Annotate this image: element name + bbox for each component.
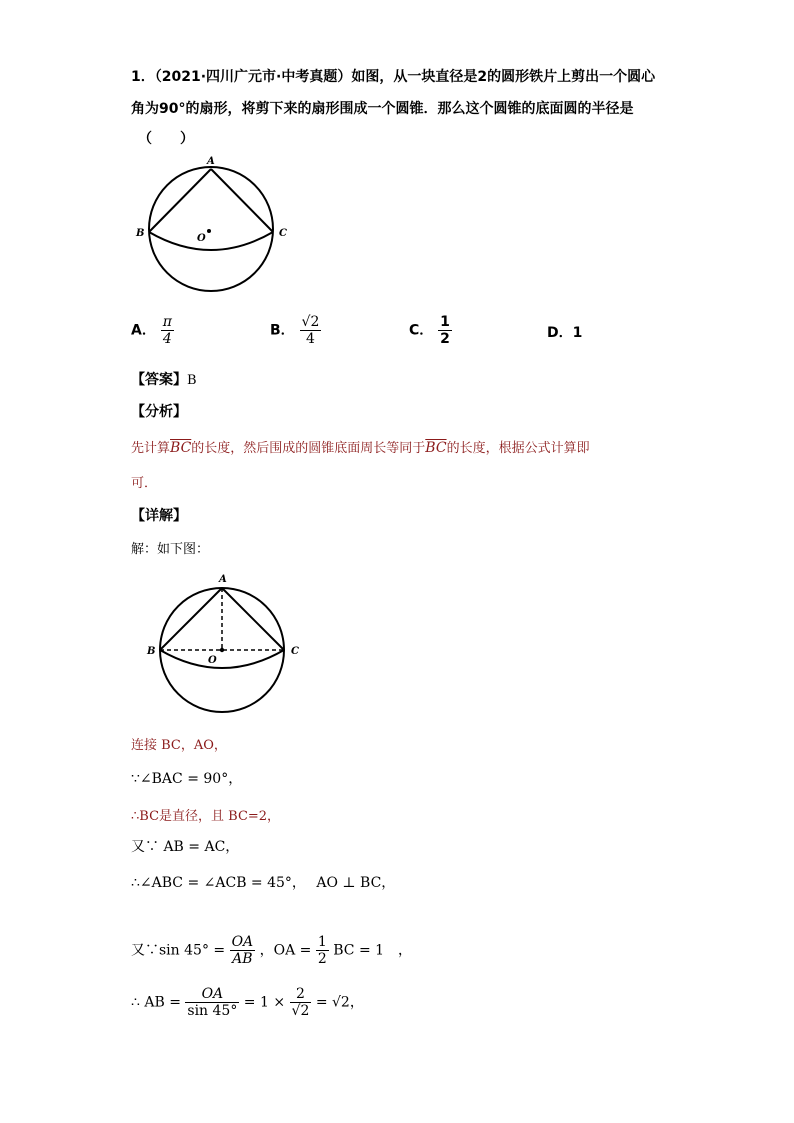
step-7-result: = √2， bbox=[315, 994, 364, 1011]
step-6-sin: 又∵sin 45° = bbox=[131, 942, 226, 959]
option-c-denominator: 2 bbox=[440, 331, 450, 348]
step-7 bbox=[131, 986, 364, 1019]
arc-bc bbox=[149, 232, 273, 250]
option-a[interactable] bbox=[131, 314, 174, 347]
step-5 bbox=[131, 872, 395, 892]
label-b: B bbox=[147, 646, 156, 657]
analysis-line-1 bbox=[131, 437, 590, 456]
step-7-ab: ∴ AB = bbox=[131, 994, 181, 1011]
step-7-times: = 1 × bbox=[243, 994, 286, 1011]
step-7-numerator-2: 2 bbox=[290, 986, 312, 1003]
step-7-fraction bbox=[185, 986, 239, 1019]
analysis-tag: 【分析】 bbox=[131, 404, 187, 420]
option-d-value: 1 bbox=[572, 325, 583, 341]
label-o: O bbox=[197, 233, 206, 244]
option-a-denominator: 4 bbox=[162, 331, 172, 348]
option-b[interactable] bbox=[270, 314, 321, 347]
question-line-2: 角为90°的扇形，将剪下来的扇形围成一个圆锥．那么这个圆锥的底面圆的半径是 bbox=[131, 101, 634, 117]
option-d-label: D． bbox=[547, 325, 573, 341]
segment-ac bbox=[211, 169, 273, 232]
step-6-denominator: AB bbox=[232, 951, 253, 968]
option-c[interactable] bbox=[409, 314, 452, 347]
label-c: C bbox=[291, 646, 299, 657]
segment-ab bbox=[149, 169, 211, 232]
analysis-text-1a: 先计算 bbox=[131, 441, 171, 456]
step-6-half-denominator: 2 bbox=[317, 951, 327, 968]
option-c-fraction bbox=[438, 314, 452, 347]
question-blank: （ ） bbox=[138, 131, 194, 147]
answer-tag: 【答案】 bbox=[131, 372, 187, 388]
step-7-fraction-2 bbox=[290, 986, 312, 1019]
option-c-numerator: 1 bbox=[440, 314, 450, 330]
figure-2-diagram bbox=[142, 568, 312, 718]
step-2: ∵∠BAC = 90°， bbox=[131, 771, 243, 787]
option-b-label: B． bbox=[270, 322, 295, 339]
label-o: O bbox=[208, 655, 217, 666]
analysis-text-1c: 的长度，根据公式计算即 bbox=[446, 441, 590, 456]
label-a: A bbox=[219, 574, 227, 585]
option-a-numerator: π bbox=[162, 314, 172, 330]
answer-line bbox=[131, 369, 197, 389]
step-7-denominator: sin 45° bbox=[187, 1003, 238, 1020]
step-1: 连接 BC，AO， bbox=[131, 738, 227, 753]
answer-value: B bbox=[187, 373, 197, 388]
step-6 bbox=[131, 934, 412, 967]
arc-bc bbox=[160, 650, 284, 668]
question-line-1: 1．（2021·四川广元市·中考真题）如图，从一块直径是2的圆形铁片上剪出一个圆心 bbox=[131, 69, 656, 85]
option-b-fraction bbox=[300, 314, 322, 347]
step-6-half bbox=[316, 934, 329, 967]
step-7-numerator: OA bbox=[185, 986, 239, 1003]
step-3: ∴BC是直径，且 BC=2， bbox=[131, 809, 281, 824]
label-b: B bbox=[136, 228, 145, 239]
option-a-label: A． bbox=[131, 322, 156, 339]
step-5-angles: ∴∠ABC = ∠ACB = 45°， bbox=[131, 875, 306, 891]
arc-bc-symbol-1: $\overline{BC}$ bbox=[170, 440, 192, 456]
analysis-line-2: 可． bbox=[131, 476, 158, 491]
center-point bbox=[207, 229, 211, 233]
option-a-fraction bbox=[161, 314, 174, 347]
step-6-oa: ，OA = bbox=[259, 942, 312, 959]
step-5-perpendicular: AO ⊥ BC， bbox=[316, 875, 396, 891]
figure-1-diagram bbox=[135, 150, 295, 300]
label-c: C bbox=[279, 228, 287, 239]
option-b-denominator: 4 bbox=[306, 331, 315, 348]
option-b-numerator: √2 bbox=[301, 314, 320, 330]
detail-intro: 解：如下图： bbox=[131, 542, 210, 557]
step-6-result: BC = 1 ， bbox=[333, 942, 413, 959]
arc-bc-symbol-2: $\overline{BC}$ bbox=[425, 440, 447, 456]
step-6-numerator: OA bbox=[231, 934, 254, 950]
step-7-denominator-2: √2 bbox=[291, 1003, 310, 1020]
step-4: 又∵ AB = AC， bbox=[131, 839, 240, 855]
analysis-text-1b: 的长度，然后围成的圆锥底面周长等同于 bbox=[191, 441, 426, 456]
step-6-fraction bbox=[230, 934, 256, 967]
detail-tag: 【详解】 bbox=[131, 508, 187, 524]
option-d[interactable] bbox=[547, 322, 582, 342]
label-a: A bbox=[207, 156, 215, 167]
center-point bbox=[220, 648, 224, 652]
circle-outline bbox=[149, 167, 273, 291]
option-c-label: C． bbox=[409, 322, 434, 339]
step-6-half-numerator: 1 bbox=[317, 934, 327, 950]
